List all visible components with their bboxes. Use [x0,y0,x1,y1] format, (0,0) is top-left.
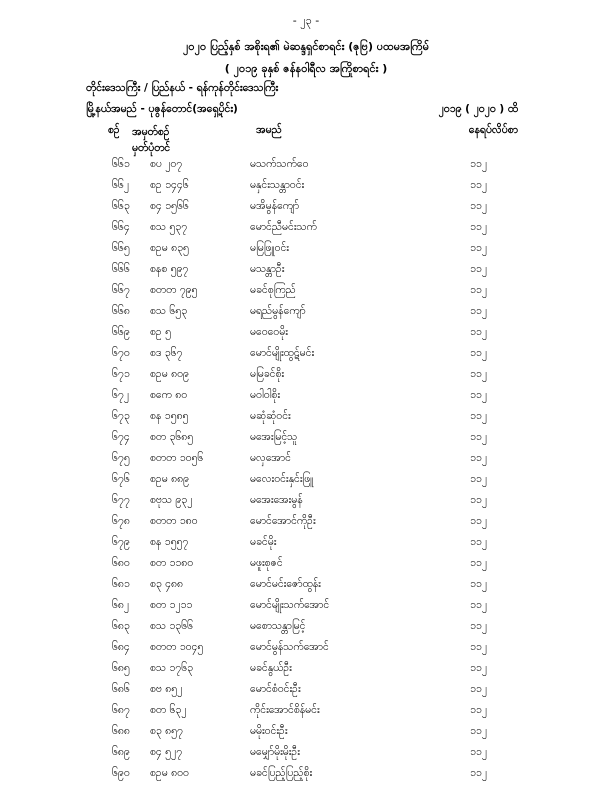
row-number: ၆၇၂ [112,389,129,401]
row-registration: စဗ ၈၅၂ [150,683,183,695]
row-amount: ၁၁၂ [470,305,487,317]
row-name: မဝေဝေမိုး [250,326,288,338]
row-amount: ၁၁၂ [470,704,487,716]
table-row [0,620,612,641]
table-row [0,158,612,179]
row-amount: ၁၁၂ [470,473,487,485]
row-number: ၆၈၈ [112,725,130,737]
row-amount: ၁၁၂ [470,158,487,170]
row-registration: စနစ ၅၉၇ [150,263,189,275]
region-line: တိုင်းဒေသကြီး / ပြည်နယ် - ရန်ကုန်တိုင်းဒေသကြီး [86,82,279,94]
row-name: မောင်မျိုးသက်အောင် [250,599,330,611]
table-row [0,641,612,662]
row-name: မခင်စုကြည် [250,284,296,296]
row-registration: စဗုသ ၉၃၂ [150,494,193,506]
row-name: မအိမွန်ကျော် [250,200,300,212]
table-row [0,263,612,284]
row-amount: ၁၁၂ [470,347,487,359]
row-registration: စသ ၁၃၆၆ [150,620,194,632]
row-name: မမြခင်စိုး [250,368,285,380]
row-registration: စကေ ၈၀ [150,389,188,401]
row-number: ၆၇၉ [112,536,130,548]
row-amount: ၁၁၂ [470,641,487,653]
row-amount: ၁၁၂ [470,599,487,611]
row-registration: စသ ၁၇၆၃ [150,662,194,674]
row-registration: စတတ ၁၀၅၆ [150,452,204,464]
row-amount: ၁၁၂ [470,326,487,338]
row-registration: စ၄ ၁၅၆၆ [150,200,189,212]
row-number: ၆၈၄ [112,641,130,653]
column-header-number: စဉ် [108,124,120,136]
row-registration: စတ ၆၃၂ [150,704,187,716]
row-registration: စဥမ ၈၃၅ [150,242,189,254]
row-name: မမျှော်မိုးမိုးဦး [250,746,300,758]
table-row [0,683,612,704]
table-row [0,767,612,788]
row-number: ၆၆၂ [112,179,129,191]
row-name: မောင်ညီမင်းသက် [250,221,317,233]
row-number: ၆၆၉ [112,326,130,338]
row-amount: ၁၁၂ [470,410,487,422]
table-row [0,662,612,683]
table-row [0,410,612,431]
row-number: ၆၈၃ [112,620,130,632]
row-name: ကိုင်းအောင်စိန်မင်း [250,704,320,716]
row-registration: စဥမ ၈၈၉ [150,473,189,485]
row-name: မဝါဝါစိုး [250,389,280,401]
row-number: ၆၇၀ [112,347,130,359]
row-amount: ၁၁၂ [470,284,487,296]
column-header-registration-line2: မှတ်ပုံတင် [132,142,171,154]
table-row [0,431,612,452]
table-row [0,221,612,242]
row-number: ၆၆၇ [112,284,130,296]
table-row [0,242,612,263]
row-amount: ၁၁၂ [470,200,487,212]
page-number: - ၂၃ - [292,14,320,27]
row-registration: စတတ ၇၉၅ [150,284,198,296]
row-number: ၆၆၈ [112,305,130,317]
row-registration: စဥ ၅ [150,326,171,338]
row-amount: ၁၁၂ [470,431,487,443]
row-name: မဆုံဆုံဝင်း [250,410,291,422]
row-name: မခင်နွယ်ဦး [250,662,292,674]
row-registration: စန ၁၅၅၇ [150,536,189,548]
table-row [0,704,612,725]
office-line: မြို့နယ်အမည် - ပုဇွန်တောင်(အရှေ့ပိုင်း) [86,103,238,115]
row-name: မစောသန္တာမြင့် [250,620,306,632]
document-title: ၂၀၂၀ ပြည့်နှစ် အစိုးရ၏ မဲဆန္ဒရှင်စာရင်း (ဇုဗြ) ပထမအကြိမ် [182,40,429,53]
row-number: ၆၇၅ [112,452,130,464]
column-header-amount: နေရပ်လိပ်စာ [468,124,518,136]
row-name: မဖူးစုဇင် [250,557,283,569]
row-name: မသန္တာဦး [250,263,285,275]
table-row [0,389,612,410]
row-number: ၆၆၃ [112,200,130,212]
row-name: မောင်မွန်သက်အောင် [250,641,329,653]
table-row [0,599,612,620]
column-header-name: အမည် [256,124,282,136]
table-row [0,284,612,305]
table-row [0,746,612,767]
row-registration: စဒ ၃၆၇ [150,347,183,359]
column-header-registration-line1: အမှတ်စဉ် [132,126,170,138]
table-row [0,557,612,578]
row-number: ၆၆၅ [112,242,130,254]
row-number: ၆၈၇ [112,704,130,716]
row-registration: စသ ၆၅၃ [150,305,188,317]
row-registration: စတတ ၁၈၀ [150,515,198,527]
row-name: မမြဖြူဝင်း [250,242,289,254]
date-range: ၂၀၁၉ ( ၂၀၂၀ ) ထိ [438,103,518,115]
row-amount: ၁၁၂ [470,263,487,275]
row-number: ၆၈၀ [112,557,130,569]
row-amount: ၁၁၂ [470,662,487,674]
row-number: ၆၇၆ [112,473,130,485]
table-row [0,578,612,599]
row-amount: ၁၁၂ [470,515,487,527]
row-amount: ၁၁၂ [470,494,487,506]
column-header-registration [132,124,170,156]
row-amount: ၁၁၂ [470,452,487,464]
row-number: ၆၈၆ [112,683,130,695]
row-registration: စ၄ ၅၂၇ [150,746,183,758]
row-number: ၆၆၁ [112,158,130,170]
row-name: မခင်ပြည့်ပြည့်စိုး [250,767,313,779]
row-registration: စ၃ ၄၈၈ [150,578,184,590]
row-amount: ၁၁၂ [470,557,487,569]
table-row [0,494,612,515]
row-registration: စဥမ ၈၀၀ [150,767,189,779]
row-registration: စ၃ ၈၅၇ [150,725,183,737]
row-amount: ၁၁၂ [470,389,487,401]
row-amount: ၁၁၂ [470,683,487,695]
row-amount: ၁၁၂ [470,767,487,779]
row-number: ၆၈၉ [112,746,130,758]
row-number: ၆၈၁ [112,578,130,590]
row-number: ၆၇၄ [112,431,130,443]
row-amount: ၁၁၂ [470,179,487,191]
table-row [0,515,612,536]
row-registration: စဥ ၁၄၄၆ [150,179,189,191]
row-number: ၆၈၂ [112,599,130,611]
document-subtitle: ( ၂၀၁၉ ခုနှစ် ဇန်နဝါရီလ အကြိုစာရင်း ) [224,62,388,75]
row-name: မရည်မွန်ကျော် [250,305,306,317]
table-row [0,452,612,473]
row-amount: ၁၁၂ [470,725,487,737]
row-name: မောင်အောင်ကိုဦး [250,515,316,527]
row-registration: စတ ၁၁၈၀ [150,557,194,569]
table-row [0,536,612,557]
row-name: မောင်စံဝင်းဦး [250,683,301,695]
row-amount: ၁၁၂ [470,368,487,380]
row-number: ၆၈၅ [112,662,130,674]
row-number: ၆၉၀ [112,767,130,779]
row-name: မောင်မင်းဇော်ထွန်း [250,578,321,590]
row-registration: စတ ၁၂၁၁ [150,599,193,611]
row-amount: ၁၁၂ [470,536,487,548]
row-number: ၆၇၃ [112,410,130,422]
table-row [0,368,612,389]
row-name: မသက်သက်ဝေ [250,158,309,170]
row-name: မမိုးဝင်းဦး [250,725,288,737]
row-name: မလှအောင် [250,452,291,464]
row-amount: ၁၁၂ [470,746,487,758]
row-registration: စတ ၃၆၈၅ [150,431,194,443]
row-number: ၆၇၁ [112,368,130,380]
table-row [0,305,612,326]
row-name: မောင်မျိုးထွဋ်မင်း [250,347,315,359]
table-row [0,725,612,746]
row-name: မအေးအေးမွန် [250,494,303,506]
row-registration: စဥမ ၈၀၉ [150,368,189,380]
table-row [0,347,612,368]
row-name: မလေးဝင်းနှင်းဖြူ [250,473,314,485]
row-number: ၆၇၇ [112,494,130,506]
table-row [0,200,612,221]
row-registration: စန ၁၅၈၅ [150,410,189,422]
row-name: မနှင်းသန္တာဝင်း [250,179,305,191]
row-amount: ၁၁၂ [470,620,487,632]
table-row [0,179,612,200]
row-number: ၆၆၄ [112,221,130,233]
row-amount: ၁၁၂ [470,221,487,233]
row-name: မခင်မိုး [250,536,277,548]
row-amount: ၁၁၂ [470,578,487,590]
row-name: မအေးမြင့်သူ [250,431,298,443]
table-row [0,473,612,494]
row-amount: ၁၁၂ [470,242,487,254]
row-registration: စပ ၂၀၇ [150,158,183,170]
row-registration: စတတ ၁၀၄၅ [150,641,204,653]
row-registration: စသ ၅၃၇ [150,221,188,233]
row-number: ၆၆၆ [112,263,130,275]
row-number: ၆၇၈ [112,515,130,527]
table-row [0,326,612,347]
